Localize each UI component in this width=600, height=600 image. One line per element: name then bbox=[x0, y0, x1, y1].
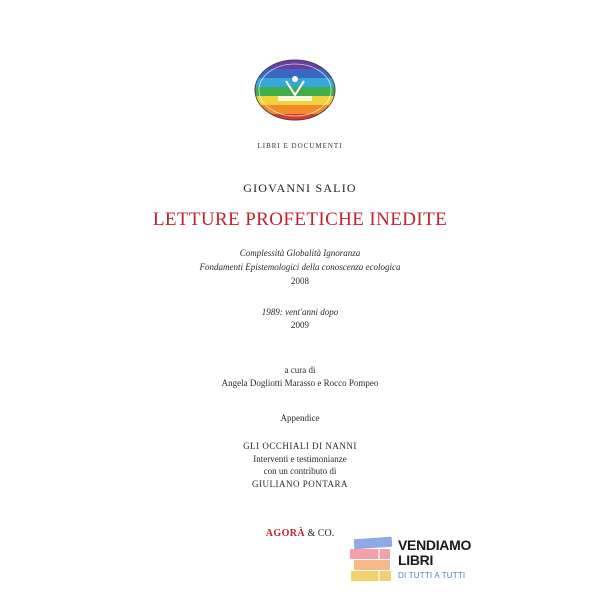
book-title: LETTURE PROFETICHE INEDITE bbox=[152, 209, 448, 230]
publisher-name-suffix: & CO. bbox=[305, 528, 335, 539]
subtitle-line: Complessità Globalità Ignoranza bbox=[239, 248, 361, 258]
second-title-line: 1989: vent'anni dopo bbox=[261, 307, 339, 317]
second-title-year: 2009 bbox=[291, 320, 309, 330]
badge-tagline: DI TUTTI A TUTTI bbox=[398, 571, 466, 580]
subtitle-year: 2008 bbox=[291, 276, 309, 286]
author-name: GIOVANNI SALIO bbox=[243, 181, 357, 195]
series-label: LIBRI E DOCUMENTI bbox=[257, 142, 343, 150]
curated-by-label: a cura di bbox=[284, 365, 316, 375]
badge-brand-line2: LIBRI bbox=[398, 552, 434, 568]
appendix-line: con un contributo di bbox=[263, 466, 337, 476]
publisher-name-red: AGORÀ bbox=[265, 528, 306, 539]
publisher-name bbox=[0, 528, 600, 539]
peace-rainbow-emblem-icon bbox=[250, 55, 340, 125]
appendix-contributor: GIULIANO PONTARA bbox=[251, 479, 349, 489]
badge-brand-line1: VENDIAMO bbox=[398, 537, 472, 553]
appendix-label: Appendice bbox=[280, 413, 320, 423]
curators-names: Angela Dogliotti Marasso e Rocco Pompeo bbox=[221, 378, 379, 388]
appendix-title: GLI OCCHIALI DI NANNI bbox=[243, 441, 357, 451]
subtitle-line: Fondamenti Epistemologici della conoscenza ecologica bbox=[199, 262, 401, 272]
appendix-line: Interventi e testimonianze bbox=[253, 454, 347, 464]
